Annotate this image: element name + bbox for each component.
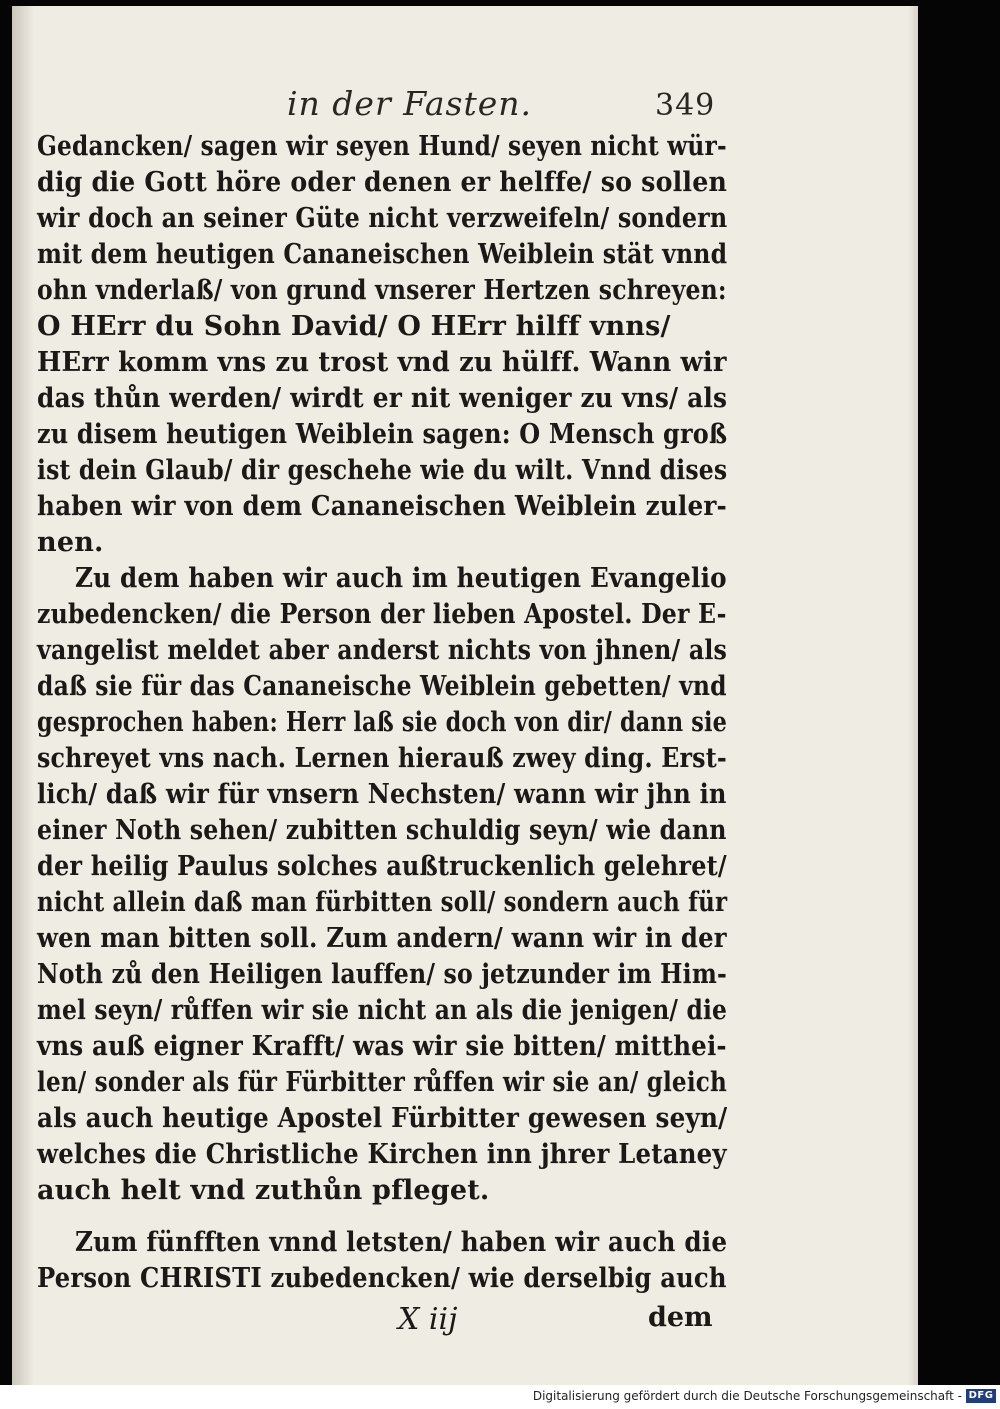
text-line: nicht allein daß man fürbitten soll/ sondern auch für	[37, 887, 728, 918]
text-line: zu disem heutigen Weiblein sagen: O Mensch groß	[37, 419, 728, 450]
text-line: haben wir von dem Cananeischen Weiblein zuler-	[37, 491, 727, 522]
text-line: Zum fünfften vnnd letsten/ haben wir auch die	[75, 1227, 728, 1258]
footer-bar	[0, 1385, 1000, 1409]
running-header: in der Fasten.	[287, 84, 533, 123]
page-edge-shadow	[908, 6, 918, 1385]
text-line: lich/ daß wir für vnsern Nechsten/ wann wir jhn in	[37, 779, 727, 810]
text-line: wir doch an seiner Güte nicht verzweifeln/ sondern	[37, 203, 728, 234]
page-number: 349	[655, 88, 716, 123]
page-gutter-shadow	[12, 6, 34, 1385]
dfg-logo: DFG	[966, 1389, 996, 1403]
text-line: Noth zů den Heiligen lauffen/ so jetzunder im Him-	[37, 959, 727, 990]
text-line: wen man bitten soll. Zum andern/ wann wir in der	[37, 923, 727, 954]
text-line: der heilig Paulus solches außtruckenlich gelehret/	[37, 851, 727, 882]
text-line: vangelist meldet aber anderst nichts von jhnen/ als	[37, 635, 728, 666]
text-line: mel seyn/ růffen wir sie nicht an als die jenigen/ die	[37, 995, 728, 1026]
text-line: ohn vnderlaß/ von grund vnserer Hertzen schreyen:	[37, 275, 727, 306]
text-line: auch helt vnd zuthůn pfleget.	[37, 1175, 490, 1206]
text-line: mit dem heutigen Cananeischen Weiblein stät vnnd	[37, 239, 728, 270]
text-line: einer Noth sehen/ zubitten schuldig seyn/ wie dann	[37, 815, 727, 846]
text-line: vns auß eigner Krafft/ was wir sie bitten/ mitthei-	[37, 1031, 727, 1062]
text-line: nen.	[37, 527, 104, 558]
text-line: das thůn werden/ wirdt er nit weniger zu vns/ als	[37, 383, 728, 414]
text-line: Gedancken/ sagen wir seyen Hund/ seyen nicht wür-	[37, 131, 727, 162]
text-line: zubedencken/ die Person der lieben Apostel. Der E-	[37, 599, 727, 630]
text-line: ist dein Glaub/ dir geschehe wie du wilt. Vnnd dises	[37, 455, 728, 486]
funding-credit: Digitalisierung gefördert durch die Deutsche Forschungsgemeinschaft -	[532, 1389, 962, 1403]
text-line: daß sie für das Cananeische Weiblein gebetten/ vnd	[37, 671, 727, 702]
catchword: dem	[648, 1302, 713, 1333]
text-line: dig die Gott höre oder denen er helffe/ so sollen	[37, 167, 728, 198]
text-line: als auch heutige Apostel Fürbitter gewesen seyn/	[37, 1103, 728, 1134]
text-line: O HErr du Sohn David/ O HErr hilff vnns/	[37, 311, 671, 342]
text-line: gesprochen haben: Herr laß sie doch von dir/ dann sie	[37, 707, 728, 738]
text-line: Zu dem haben wir auch im heutigen Evangelio	[75, 563, 727, 594]
text-line: schreyet vns nach. Lernen hierauß zwey ding. Erst-	[37, 743, 727, 774]
text-line: Person CHRISTI zubedencken/ wie derselbig auch	[37, 1263, 727, 1294]
text-line: len/ sonder als für Fürbitter růffen wir sie an/ gleich	[37, 1067, 727, 1098]
text-line: welches die Christliche Kirchen inn jhrer Letaney	[37, 1139, 727, 1170]
book-page	[12, 6, 918, 1385]
text-line: HErr komm vns zu trost vnd zu hülff. Wann wir	[37, 347, 727, 378]
signature-mark: X iij	[398, 1302, 458, 1337]
